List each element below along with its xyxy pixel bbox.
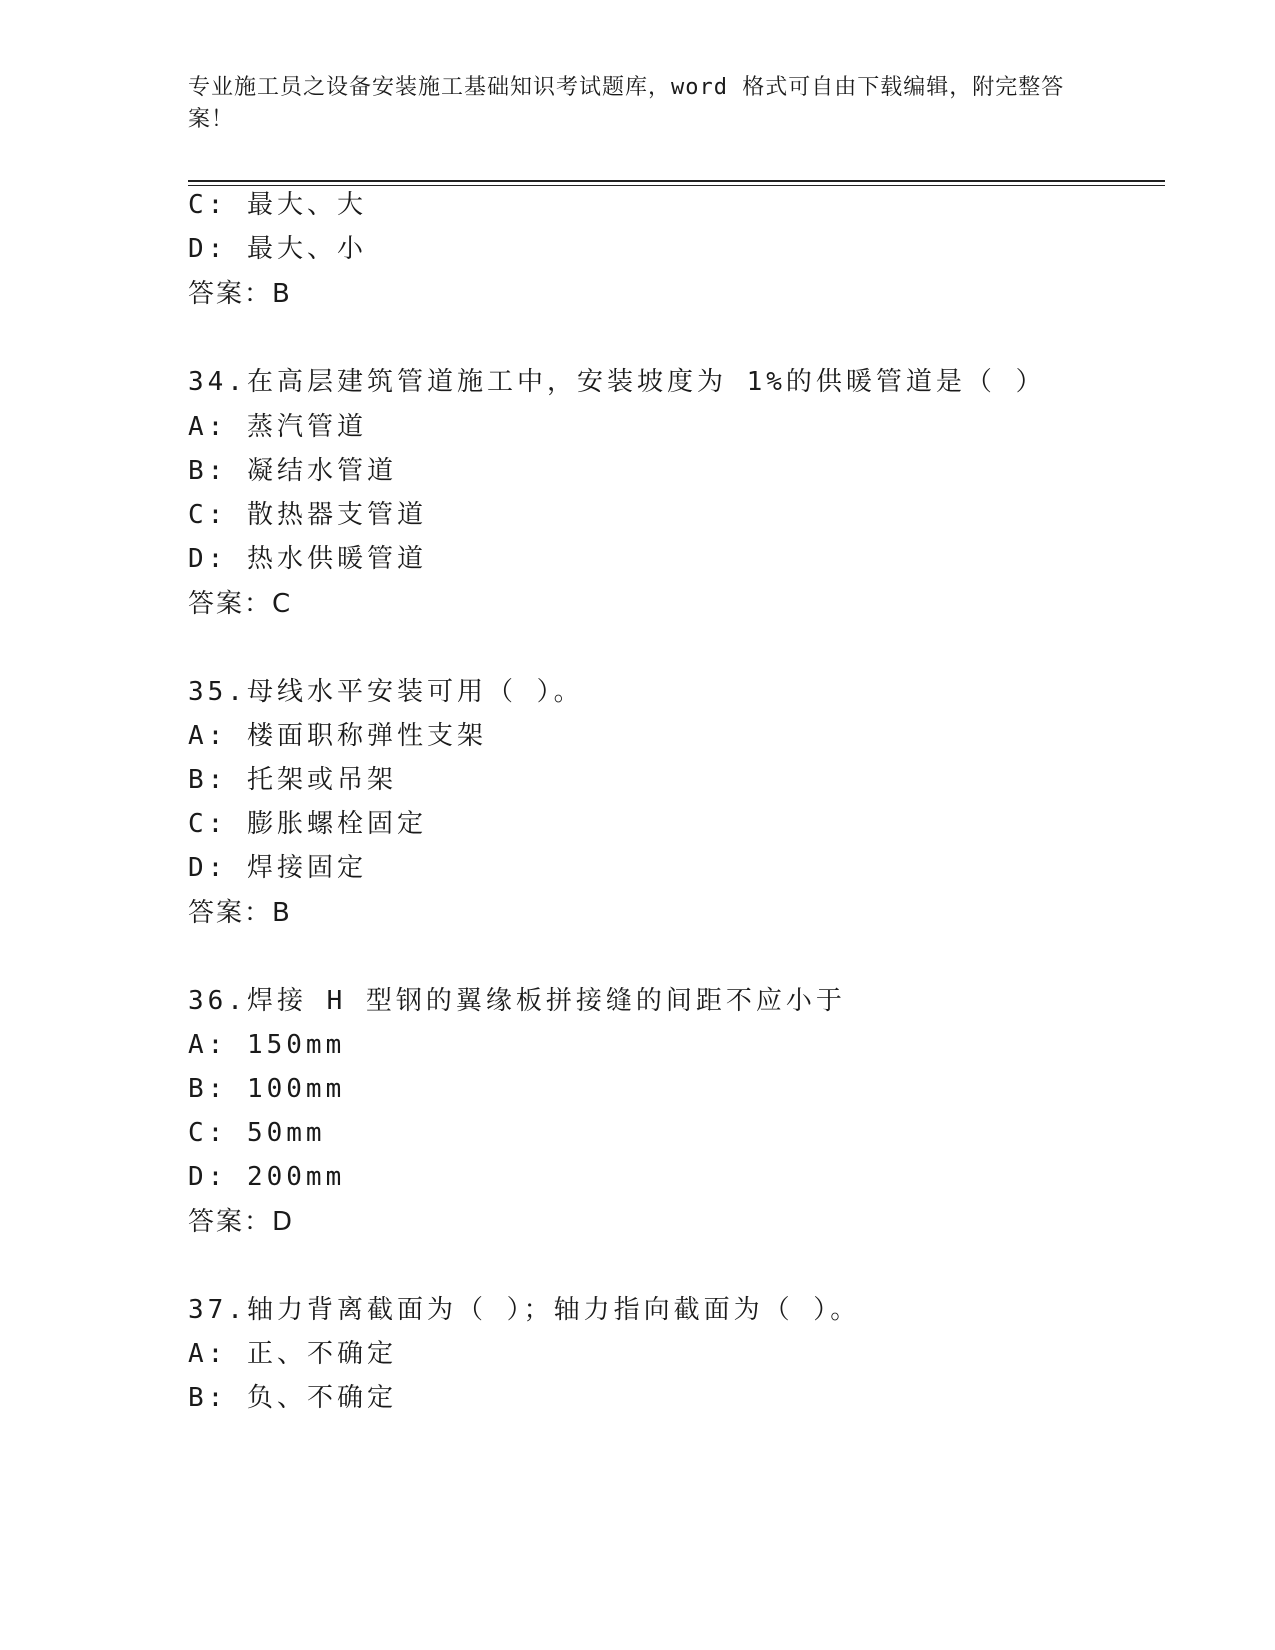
q33-option-d: D: 最大、小 [188,234,367,264]
q34-question: 34.在高层建筑管道施工中，安装坡度为 1%的供暖管道是（ ） [188,367,1046,397]
q36-answer: 答案：D [188,1207,295,1237]
q34-option-b: B: 凝结水管道 [188,456,397,486]
document-header: 专业施工员之设备安装施工基础知识考试题库，word 格式可自由下载编辑，附完整答案！ [188,75,1065,132]
q36-option-d: D: 200mm [188,1162,346,1192]
q36-question: 36.焊接 H 型钢的翼缘板拼接缝的间距不应小于 [188,986,846,1016]
q35-question: 35.母线水平安装可用（ ）。 [188,677,584,707]
q36-option-a: A: 150mm [188,1030,346,1060]
q34-option-c: C: 散热器支管道 [188,500,427,530]
q36-option-b: B: 100mm [188,1074,346,1104]
q33-option-c: C: 最大、大 [188,190,367,220]
q37-question: 37.轴力背离截面为（ ）；轴力指向截面为（ ）。 [188,1295,861,1325]
header-divider-thick [188,180,1165,182]
q34-option-d: D: 热水供暖管道 [188,544,427,574]
q35-option-c: C: 膨胀螺栓固定 [188,809,427,839]
q33-answer: 答案：B [188,279,292,309]
q36-option-c: C: 50mm [188,1118,326,1148]
q35-answer: 答案：B [188,898,292,928]
q37-option-a: A: 正、不确定 [188,1339,397,1369]
q35-option-a: A: 楼面职称弹性支架 [188,721,487,751]
q35-option-b: B: 托架或吊架 [188,765,397,795]
q37-option-b: B: 负、不确定 [188,1383,397,1413]
q35-option-d: D: 焊接固定 [188,853,367,883]
header-divider-thin [188,185,1165,186]
q34-option-a: A: 蒸汽管道 [188,412,367,442]
q34-answer: 答案：C [188,589,293,619]
